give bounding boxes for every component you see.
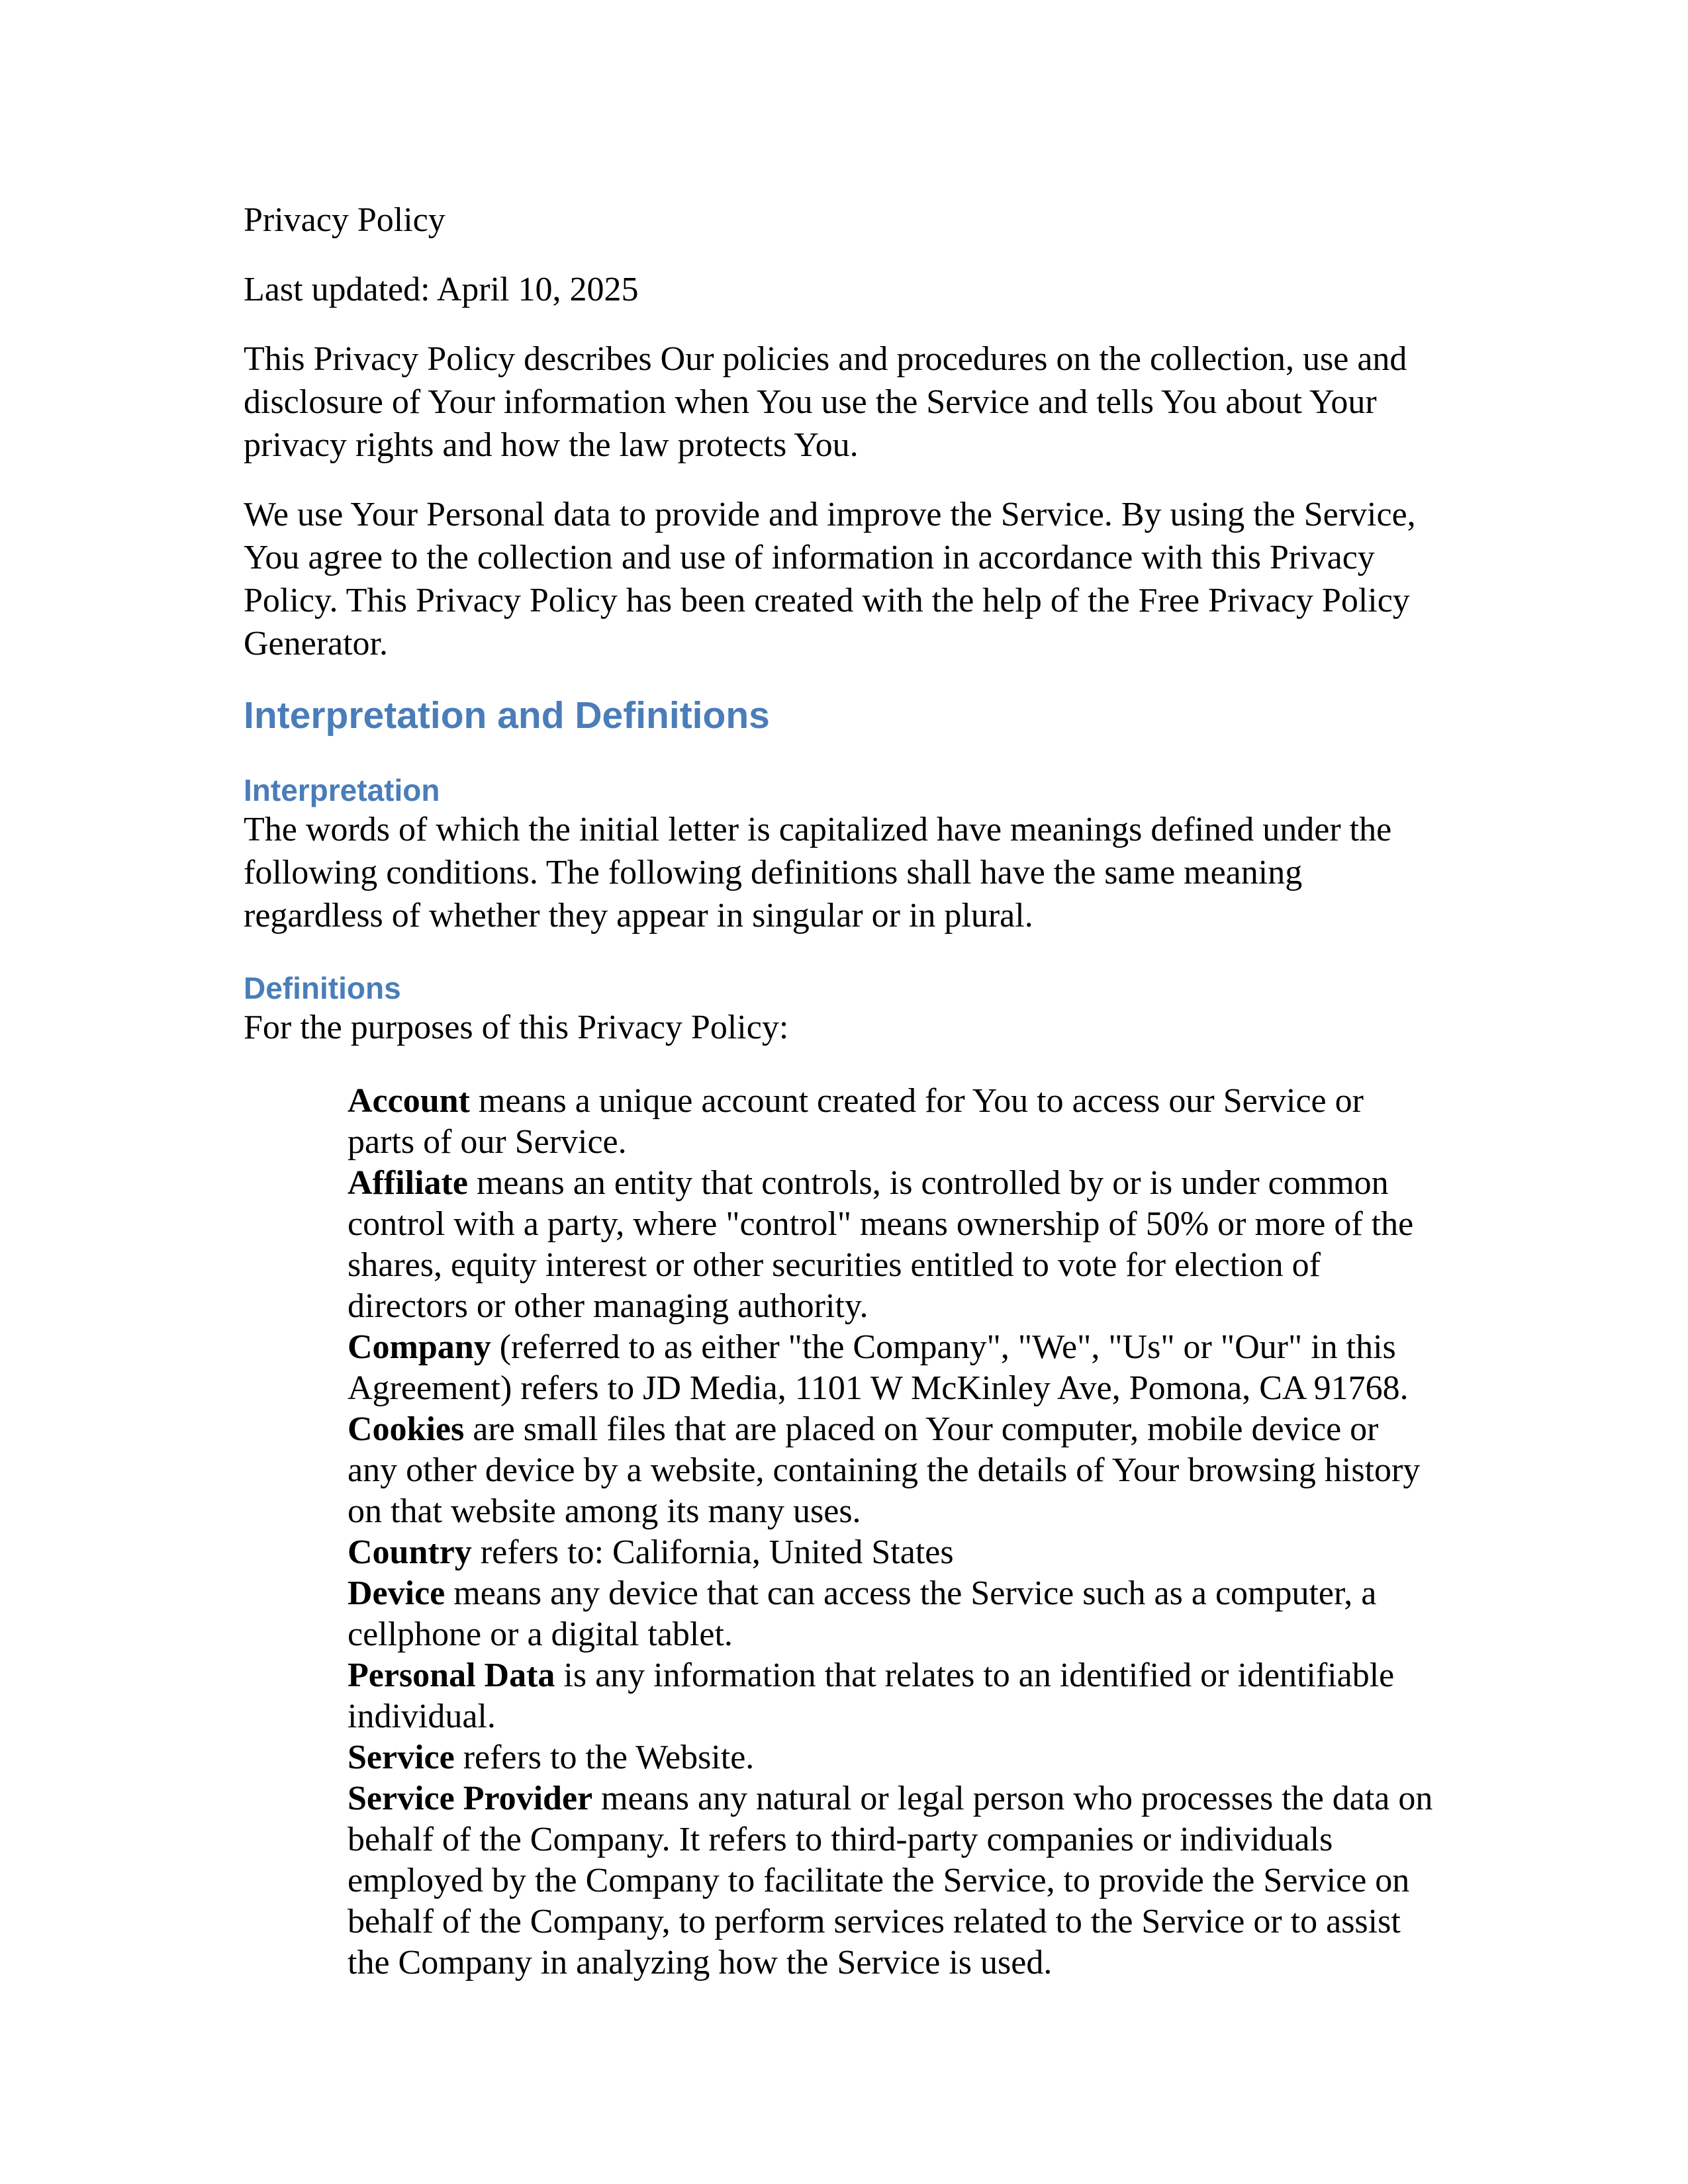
definition-text-affiliate: means an entity that controls, is controlled by or is under common control with a party, where "control" means ownership of 50% or more of the shares, equity interest or other securities entitled to vote for election of directors or other managing authority. (348, 1164, 1414, 1325)
subsection-heading-definitions: Definitions (244, 971, 401, 1005)
document-title: Privacy Policy (244, 201, 445, 239)
definition-text-account: means a unique account created for You to access our Service or parts of our Service. (348, 1082, 1364, 1161)
definition-text-service-provider: means any natural or legal person who processes the data on behalf of the Company. It refers to third-party companies or individuals employed by the Company to facilitate the Service, to provide the Service on behalf of the Company, to perform services related to the Service or to assist the Company in analyzing how the Service is used. (348, 1780, 1433, 1981)
definition-item-affiliate (348, 1163, 1433, 1327)
definitions-lead: For the purposes of this Privacy Policy: (244, 1009, 789, 1046)
definition-term-company: Company (348, 1328, 491, 1366)
section-heading-interpretation-and-definitions: Interpretation and Definitions (244, 694, 770, 737)
definition-term-account: Account (348, 1082, 470, 1120)
definition-term-personal-data: Personal Data (348, 1657, 555, 1694)
definition-text-device: means any device that can access the Service such as a computer, a cellphone or a digital tablet. (348, 1574, 1377, 1653)
subsection-heading-interpretation: Interpretation (244, 773, 440, 807)
definition-text-cookies: are small files that are placed on Your computer, mobile device or any other device by a website, containing the details of Your browsing history on that website among its many uses. (348, 1410, 1421, 1530)
definition-text-personal-data: is any information that relates to an identified or identifiable individual. (348, 1657, 1395, 1735)
interpretation-body: The words of which the initial letter is capitalized have meanings defined under the following conditions. The following definitions shall have the same meaning regardless of whether they appear in singular or in plural. (244, 811, 1392, 934)
definition-term-device: Device (348, 1574, 445, 1612)
definition-item-personal-data (348, 1655, 1433, 1737)
intro-paragraph-2: We use Your Personal data to provide and improve the Service. By using the Service, You agree to the collection and use of information in accordance with this Privacy Policy. This Privacy Policy has been created with the help of the Free Privacy Policy Generator. (244, 496, 1416, 662)
definitions-list (348, 1081, 1433, 1983)
definition-item-cookies (348, 1409, 1433, 1532)
definition-item-country (348, 1532, 1433, 1573)
definition-term-service-provider: Service Provider (348, 1780, 593, 1817)
intro-paragraph-1: This Privacy Policy describes Our policies and procedures on the collection, use and disclosure of Your information when You use the Service and tells You about Your privacy rights and how the law protects You. (244, 340, 1407, 464)
definition-term-affiliate: Affiliate (348, 1164, 468, 1202)
definition-item-service (348, 1737, 1433, 1778)
definition-item-service-provider (348, 1778, 1433, 1983)
definition-item-account (348, 1081, 1433, 1163)
definition-term-cookies: Cookies (348, 1410, 465, 1448)
last-updated-line: Last updated: April 10, 2025 (244, 271, 639, 308)
definition-text-service: refers to the Website. (454, 1739, 755, 1776)
definition-item-device (348, 1573, 1433, 1655)
definition-term-service: Service (348, 1739, 455, 1776)
definition-item-company (348, 1327, 1433, 1409)
definition-text-country: refers to: California, United States (471, 1533, 954, 1571)
definition-text-company: (referred to as either "the Company", "We", "Us" or "Our" in this Agreement) refers to JD Media, 1101 W McKinley Ave, Pomona, CA 91768. (348, 1328, 1409, 1407)
definition-term-country: Country (348, 1533, 472, 1571)
